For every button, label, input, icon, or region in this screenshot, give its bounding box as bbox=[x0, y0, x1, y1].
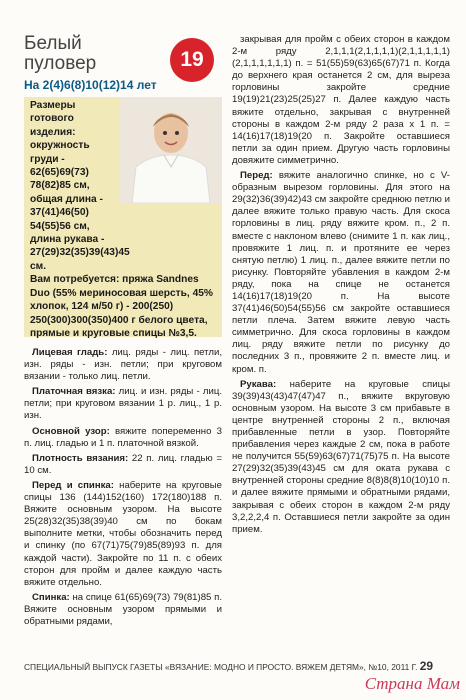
age-sizes: На 2(4)6(8)10(12)14 лет bbox=[24, 78, 157, 92]
footer-publication: СПЕЦИАЛЬНЫЙ ВЫПУСК ГАЗЕТЫ «ВЯЗАНИЕ: МОДНО И ПРОСТО. ВЯЖЕМ ДЕТЯМ», №10, 2011 Г. bbox=[24, 662, 418, 672]
paragraph-text: наберите на круговые спицы 39(39)43(43)47(47)47 п., вяжите вкруговую основным узором. На высоте 3 см прибавьте в центре внутренней стороны 2 п., включая прибавленные петли в узор. Повторяйте прибавления через каждые 2 см, пока в работе не получится 55(59)63(67)71(75)75 п. На высоте 27(29)32(35)39(43)45 см для оката рукава с внутренней стороны средние 8(8)8(8)10(10)10 п. и далее вяжите прямыми и обратными рядами, закрывая с обеих сторон в каждом 2-м ряду 3,2,2,2,4 п. Оставшиеся петли закройте за один прием. bbox=[232, 378, 450, 535]
section-heading: Спинка: bbox=[32, 591, 70, 603]
title-line-2: пуловер bbox=[24, 53, 97, 74]
section-heading: Основной узор: bbox=[32, 425, 110, 437]
pattern-number-badge: 19 bbox=[170, 38, 214, 82]
instruction-paragraph bbox=[232, 379, 450, 536]
specs-text bbox=[30, 99, 220, 340]
instruction-paragraph bbox=[232, 34, 450, 167]
left-instructions bbox=[24, 347, 222, 631]
right-instructions bbox=[232, 34, 450, 536]
paragraph-text: вяжите аналогично спинке, но с V-образным вырезом горловины. Для этого на 29(32)36(39)42)43 см закройте среднюю петлю и далее вяжите только правую часть. Для скоса горловины в лиц. ряду вяжите кром. п., 2 п. вместе с наклоном влево (снимите 1 п. как лиц., провяжите 1 лиц. п. и протяните ее через снятую петлю) 1 лиц. п., далее вяжите петли по рисунку. Повторяйте убавления в каждом 2-м ряду, пока на спице не останется 14(16)17(18)19(20 п. На высоте 37(41)46(50)54(55)56 см закройте оставшиеся петли плеча. Затем вяжите левую часть симметрично. Для скоса горловины в каждом лиц. ряду вяжите петли по рисунку до последних 3 п., провяжите 2 п. вместе лиц. и кром. п. bbox=[232, 170, 450, 375]
materials-spec: Вам потребуется: пряжа Sandnes Duo (55% мериносовая шерсть, 45% хлопок, 124 м/50 г) - 200(250) 250(300)300(350)400 г белого цвета, прямые и круговые спицы №3,5. bbox=[30, 274, 213, 339]
instruction-paragraph bbox=[24, 347, 222, 383]
instruction-paragraph bbox=[24, 480, 222, 589]
paragraph-text: закрывая для пройм с обеих сторон в каждом 2-м ряду 2,1,1,1(2,1,1,1,1)(2,1,1,1,1,1)(2,1,1,1,1,1,1) п. = 51(55)59(63)65(67)71 п. Когда до верхнего края останется 2 см, для выреза горловины закройте средние 19(19)21(23)25(25)27 п. Далее каждую часть вяжите отдельно, закрывая с внутренней стороны в каждом 2-м ряду 2 раза х 1 п. = 14(16)17(18)19(20 п. Закройте оставшиеся петли за один прием. Другую часть горловины довяжите симметрично. bbox=[232, 34, 450, 166]
instruction-paragraph bbox=[232, 170, 450, 376]
instruction-paragraph bbox=[24, 592, 222, 628]
section-heading: Лицевая гладь: bbox=[32, 347, 108, 358]
right-column bbox=[232, 34, 450, 539]
instruction-paragraph bbox=[24, 453, 222, 477]
section-heading: Плотность вязания: bbox=[32, 452, 129, 464]
paragraph-text: 22 п. лиц. гладью = 10 см. bbox=[24, 452, 222, 476]
paragraph-text: вяжите попеременно 3 п. лиц. гладью и 1 п. платочной вязкой. bbox=[24, 425, 222, 449]
title-line-1: Белый bbox=[24, 33, 82, 54]
page-footer bbox=[24, 659, 448, 673]
section-heading: Перед и спинка: bbox=[32, 479, 114, 491]
paragraph-text: лиц. и изн. ряды - лиц. петли; при круговом вязании 1 р. лиц., 1 р. изн. bbox=[24, 386, 223, 422]
section-heading: Рукава: bbox=[240, 378, 277, 390]
site-watermark: Страна Мам bbox=[364, 674, 460, 693]
paragraph-text: на спице 61(65)69(73) 79(81)85 п. Вяжите основным узором прямыми и обратными рядами, bbox=[24, 591, 222, 627]
paragraph-text: наберите на круговые спицы 136 (144)152(160) 172(180)188 п. Вяжите основным узором. На высоте 25(28)32(35)38(39)40 см по бокам выполните метки, чтобы обозначить перед и спинку (по 67(71)75(79)85(89)93 п. для каждой части). Закройте по 11 п. с обеих сторон для пройм и далее каждую часть вяжите отдельно. bbox=[24, 479, 222, 588]
page-number: 29 bbox=[419, 659, 434, 673]
section-heading: Перед: bbox=[240, 170, 273, 182]
instruction-paragraph bbox=[24, 386, 222, 422]
section-heading: Платочная вязка: bbox=[32, 386, 116, 398]
instruction-paragraph bbox=[24, 426, 222, 450]
paragraph-text: лиц. ряды - лиц. петли, изн. ряды - изн. петли; при круговом вязании - только лиц. петли. bbox=[24, 347, 222, 383]
sizes-spec: Размеры готового изделия: окружность груди - 62(65)69(73) 78(82)85 см, общая длина - 37(41)46(50) 54(55)56 см, длина рукава - 27(29)32(35)39(43)45 см. bbox=[30, 100, 130, 272]
